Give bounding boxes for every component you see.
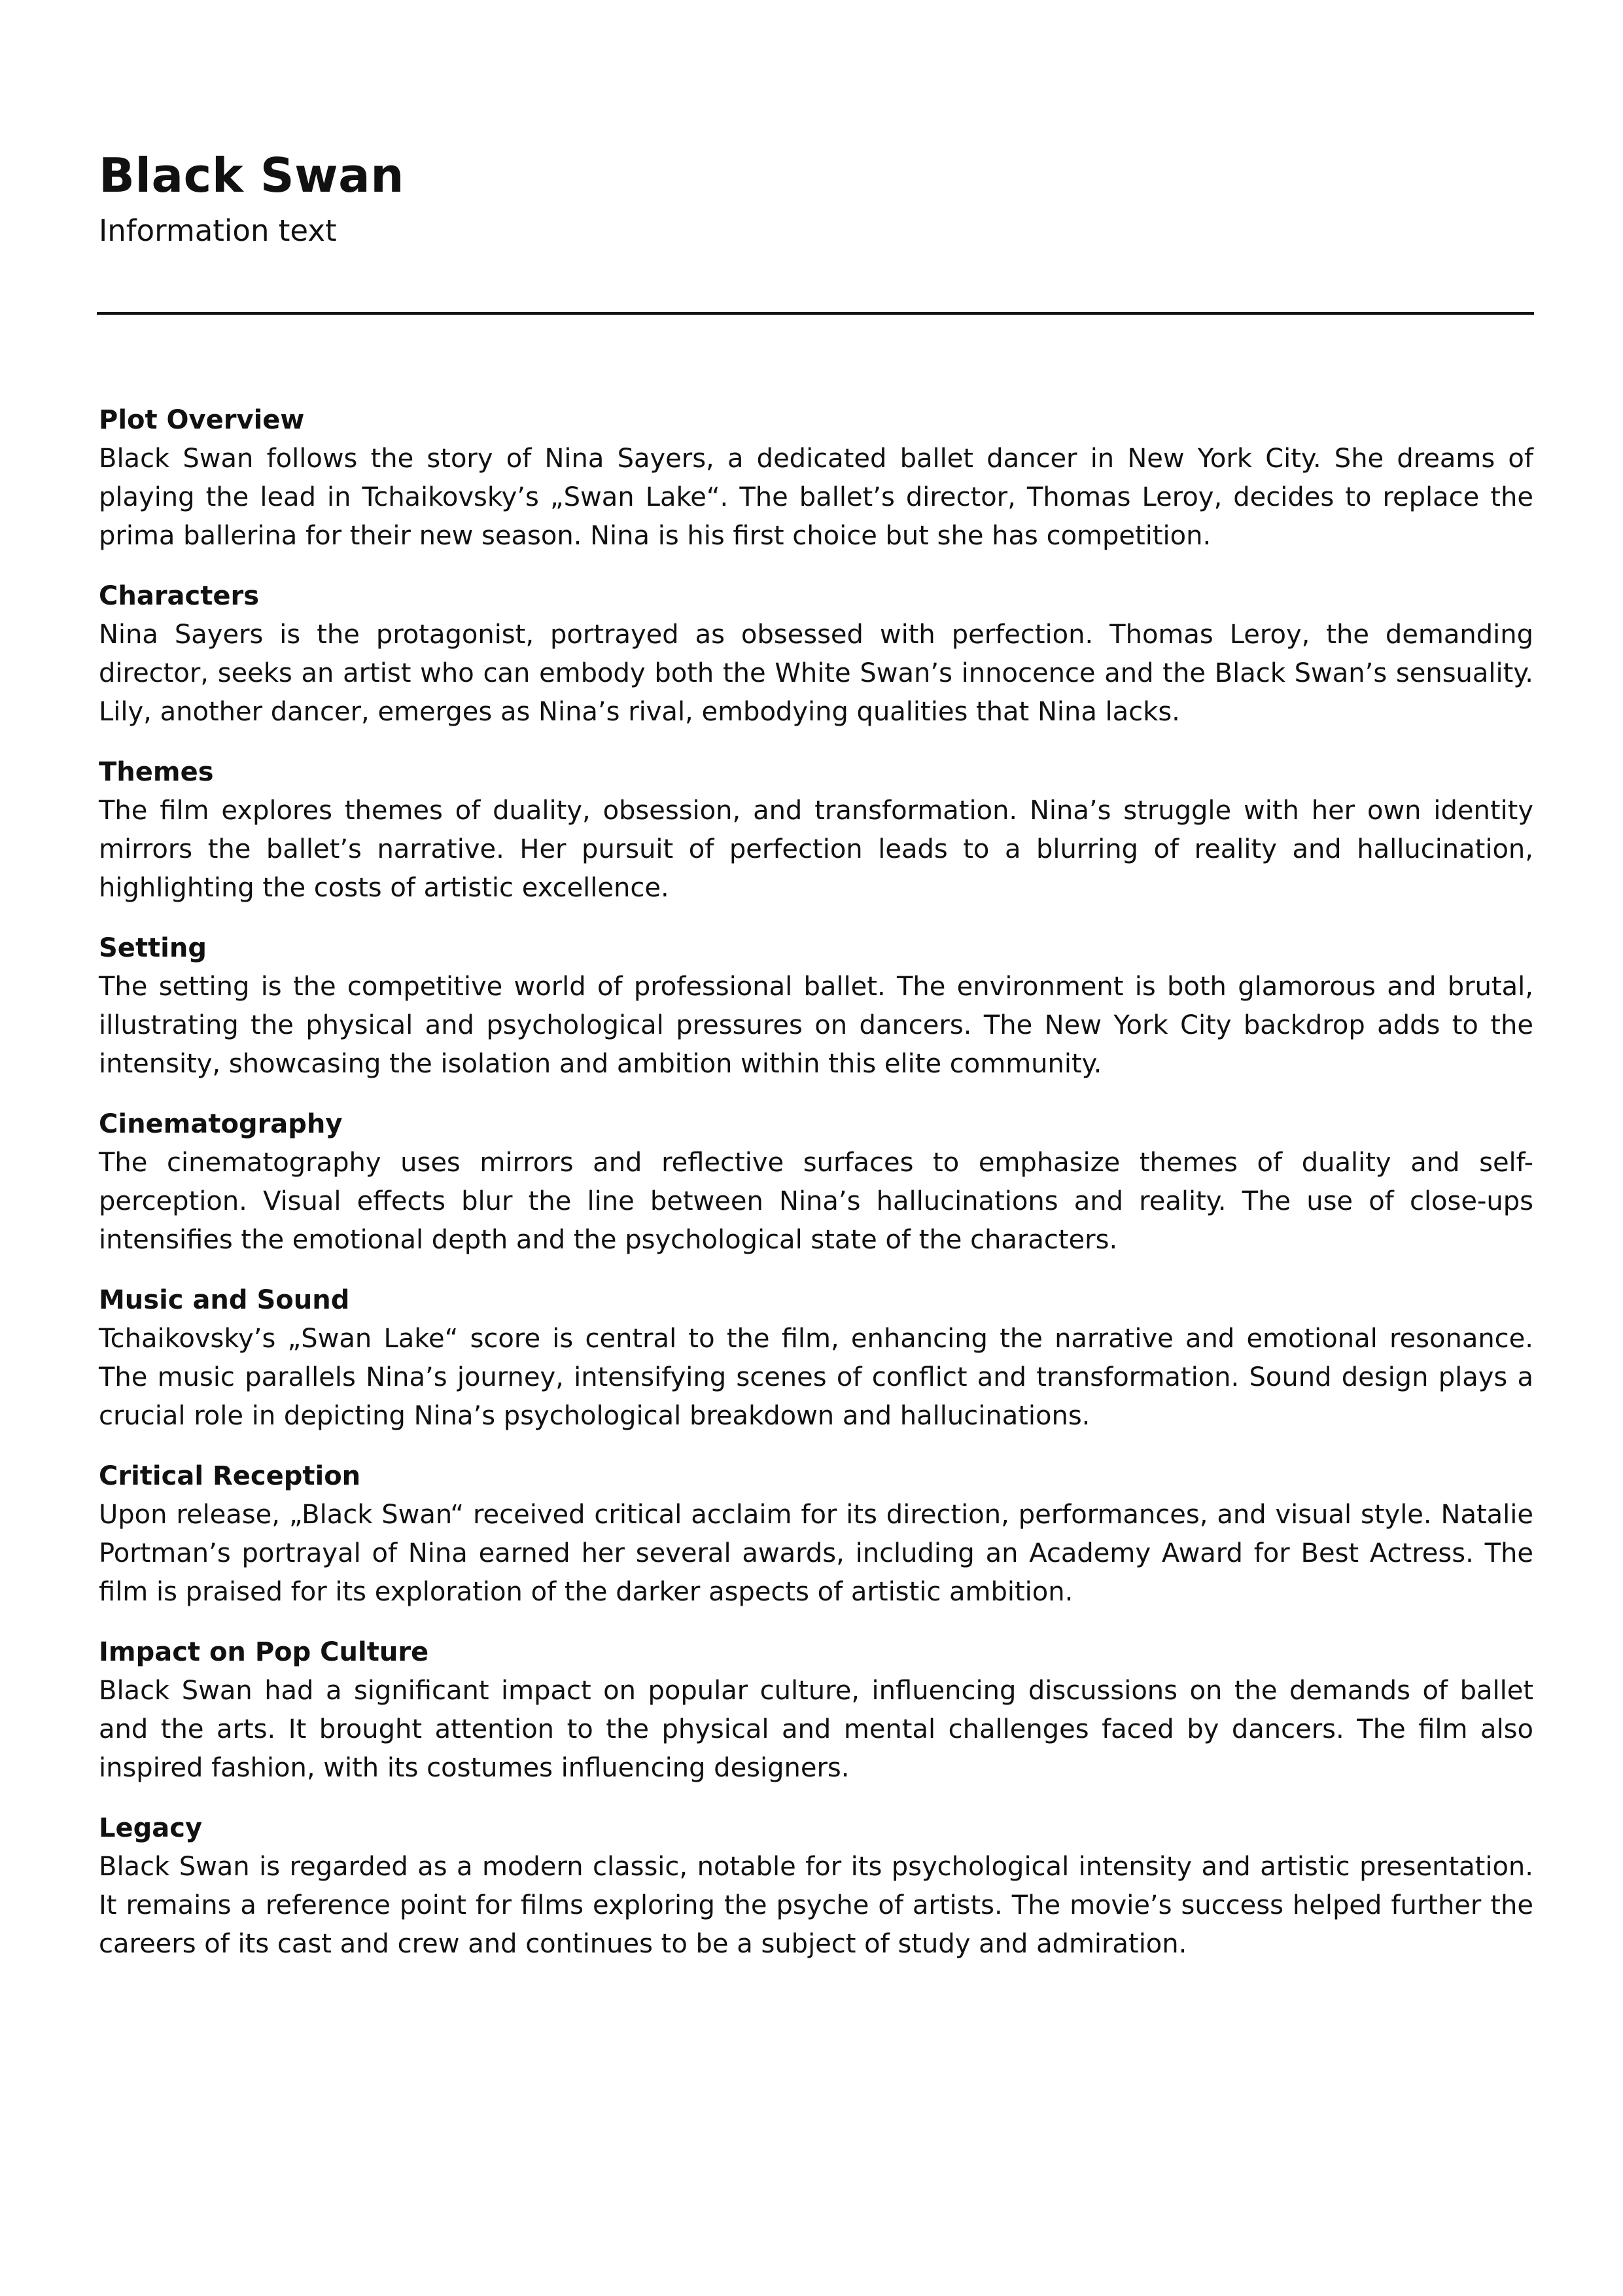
section-body: Upon release, „Black Swan“ received critical acclaim for its direction, performances, and visual style. Natalie Portman’s portrayal of Nina earned her several awards, including an Academy Award for Best Actress. The film is praised for its exploration of the darker aspects of artistic ambition. bbox=[99, 1500, 1533, 1607]
section-heading: Setting bbox=[99, 933, 207, 963]
section-heading: Legacy bbox=[99, 1813, 203, 1843]
section-body: Tchaikovsky’s „Swan Lake“ score is central to the film, enhancing the narrative and emotional resonance. The music parallels Nina’s journey, intensifying scenes of conflict and transformation. Sound design plays a crucial role in depicting Nina’s psychological breakdown and hallucinations. bbox=[99, 1324, 1533, 1431]
section-legacy bbox=[99, 1809, 1533, 1964]
section-characters bbox=[99, 576, 1533, 732]
header-divider bbox=[97, 312, 1534, 315]
section-body: Black Swan follows the story of Nina Sayers, a dedicated ballet dancer in New York City. She dreams of playing the lead in Tchaikovsky’s „Swan Lake“. The ballet’s director, Thomas Leroy, decides to replace the prima ballerina for their new season. Nina is his first choice but she has competition. bbox=[99, 444, 1533, 551]
section-body: The film explores themes of duality, obsession, and transformation. Nina’s struggle with her own identity mirrors the ballet’s narrative. Her pursuit of perfection leads to a blurring of reality and hallucination, highlighting the costs of artistic excellence. bbox=[99, 796, 1533, 903]
document-sections bbox=[99, 400, 1533, 1985]
section-body: The cinematography uses mirrors and reflective surfaces to emphasize themes of duality and self-perception. Visual effects blur the line between Nina’s hallucinations and reality. The use of close-ups intensifies the emotional depth and the psychological state of the characters. bbox=[99, 1148, 1533, 1255]
section-impact-on-pop-culture bbox=[99, 1633, 1533, 1788]
section-heading: Music and Sound bbox=[99, 1285, 350, 1315]
section-body: Black Swan had a significant impact on popular culture, influencing discussions on the demands of ballet and the arts. It brought attention to the physical and mental challenges faced by dancers. The film also inspired fashion, with its costumes influencing designers. bbox=[99, 1676, 1533, 1783]
section-heading: Cinematography bbox=[99, 1109, 343, 1139]
section-plot-overview bbox=[99, 400, 1533, 556]
section-critical-reception bbox=[99, 1457, 1533, 1612]
document-subtitle: Information text bbox=[99, 213, 337, 248]
section-body: The setting is the competitive world of professional ballet. The environment is both glamorous and brutal, illustrating the physical and psychological pressures on dancers. The New York City backdrop adds to the intensity, showcasing the isolation and ambition within this elite community. bbox=[99, 972, 1533, 1079]
section-heading: Impact on Pop Culture bbox=[99, 1637, 429, 1667]
section-setting bbox=[99, 928, 1533, 1084]
section-themes bbox=[99, 752, 1533, 908]
section-music-and-sound bbox=[99, 1280, 1533, 1436]
section-body: Black Swan is regarded as a modern classic, notable for its psychological intensity and artistic presentation. It remains a reference point for films exploring the psyche of artists. The movie’s success helped further the careers of its cast and crew and continues to be a subject of study and admiration. bbox=[99, 1852, 1533, 1959]
section-cinematography bbox=[99, 1104, 1533, 1260]
document-title: Black Swan bbox=[99, 148, 404, 203]
section-body: Nina Sayers is the protagonist, portrayed as obsessed with perfection. Thomas Leroy, the demanding director, seeks an artist who can embody both the White Swan’s innocence and the Black Swan’s sensuality. Lily, another dancer, emerges as Nina’s rival, embodying qualities that Nina lacks. bbox=[99, 620, 1533, 727]
section-heading: Critical Reception bbox=[99, 1461, 361, 1491]
section-heading: Plot Overview bbox=[99, 405, 305, 435]
section-heading: Themes bbox=[99, 757, 214, 787]
section-heading: Characters bbox=[99, 581, 260, 611]
